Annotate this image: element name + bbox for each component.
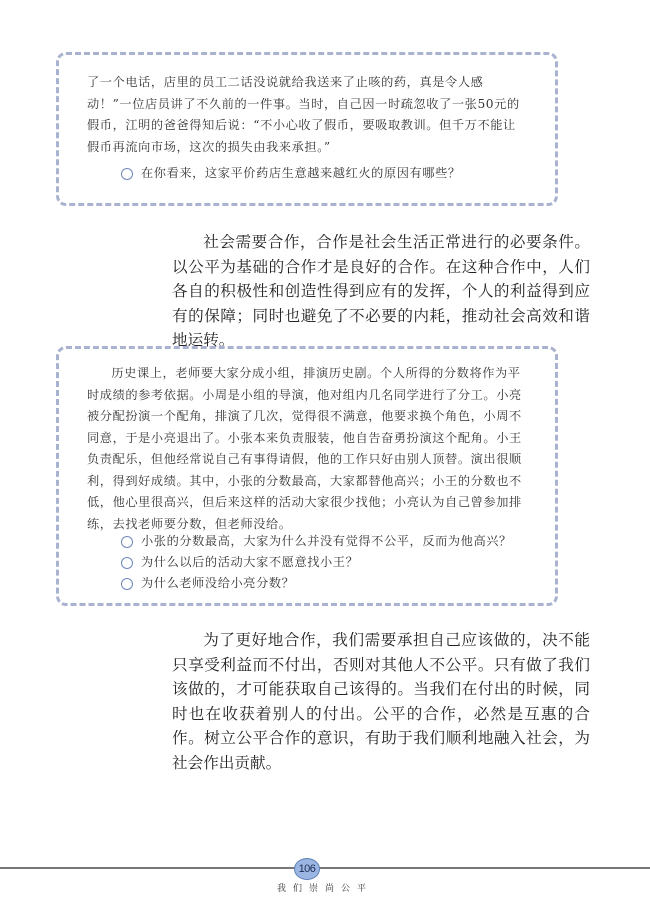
body-paragraph: 社会需要合作，合作是社会生活正常进行的必要条件。以公平为基础的合作才是良好的合作。在这种合作中，人们各自的积极性和创造性得到应有的发挥，个人的利益得到应有的保障；同时也避免了不必要的内耗，推动社会高效和谐地运转。 [172,233,590,349]
chapter-title: 我们崇尚公平 [276,884,373,894]
question-list [121,531,535,594]
circle-bullet-icon [121,536,133,548]
question-item [121,531,535,552]
question-text: 为什么老师没给小亮分数？ [141,576,295,590]
circle-bullet-icon [121,557,133,569]
question-item [121,573,535,594]
footer-divider [0,867,650,869]
case-text [87,72,527,158]
question-text: 在你看来，这家平价药店生意越来越红火的原因有哪些？ [141,166,461,180]
case-box-pharmacy [56,52,558,206]
case-paragraph: 了一个电话，店里的员工二话没说就给我送来了止咳的药，真是令人感动！”一位店员讲了不久前的一件事。当时，自己因一时疏忽收了一张50元的假币，江明的爸爸得知后说：“不小心收了假币，要吸取教训。但千万不能让假币再流向市场，这次的损失由我来承担。” [87,75,520,154]
case-paragraph: 历史课上，老师要大家分成小组，排演历史剧。个人所得的分数将作为平时成绩的参考依据。小周是小组的导演，他对组内几名同学进行了分工。小亮被分配扮演一个配角，排演了几次，觉得很不满意，他要求换个角色，小周不同意，于是小亮退出了。小张本来负责服装，他自告奋勇扮演这个配角。小王负责配乐，但他经常说自己有事得请假，他的工作只好由别人顶替。演出很顺利，得到好成绩。其中，小张的分数最高，大家都替他高兴；小王的分数也不低，他心里很高兴，但后来这样的活动大家很少找他；小亮认为自己曾参加排练，去找老师要分数，但老师没给。 [87,366,522,531]
case-text [87,363,527,535]
question-text: 小张的分数最高，大家为什么并没有觉得不公平，反而为他高兴？ [141,534,512,548]
page-number-badge: 106 [294,858,320,880]
case-box-history-play [56,346,558,606]
circle-bullet-icon [121,578,133,590]
circle-bullet-icon [121,168,133,180]
question-item [121,552,535,573]
question-list [121,163,535,184]
question-text: 为什么以后的活动大家不愿意找小王？ [141,555,359,569]
body-paragraph: 为了更好地合作，我们需要承担自己应该做的，决不能只享受利益而不付出，否则对其他人不公平。只有做了我们该做的，才可能获取自己该得的。当我们在付出的时候，同时也在收获着别人的付出。公平的合作，必然是互惠的合作。树立公平合作的意识，有助于我们顺利地融入社会，为社会作出贡献。 [172,631,590,772]
question-item [121,163,535,184]
